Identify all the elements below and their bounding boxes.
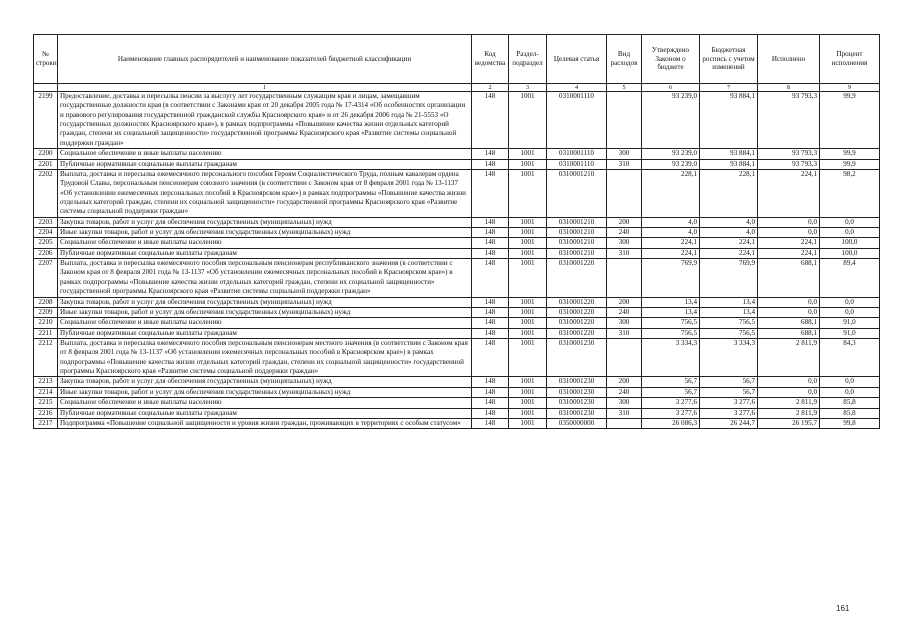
target-article-cell: 0310001220 [547,328,607,338]
expense-type-cell: 300 [607,238,642,248]
target-article-cell: 0310001110 [547,92,607,149]
column-number: 2 [472,84,509,92]
table-row [34,228,880,238]
row-number-cell: 2204 [34,228,58,238]
expense-type-cell [607,169,642,217]
target-article-cell: 0310001230 [547,377,607,387]
header-no: № строки [34,35,58,84]
expense-type-cell: 200 [607,377,642,387]
section-code-cell: 1001 [509,418,547,428]
target-article-cell: 0310001220 [547,297,607,307]
table-row [34,338,880,376]
row-number-cell: 2214 [34,387,58,397]
expense-type-cell: 240 [607,228,642,238]
page-number: 161 [836,604,850,613]
execution-percent-cell: 100,0 [820,238,880,248]
indicator-name-cell: Социальное обеспечение и иные выплаты населению [58,398,472,408]
row-number-cell: 2212 [34,338,58,376]
section-code-cell: 1001 [509,149,547,159]
execution-percent-cell: 99,8 [820,418,880,428]
executed-amount-cell: 0,0 [758,217,820,227]
execution-percent-cell: 85,8 [820,398,880,408]
execution-percent-cell: 84,3 [820,338,880,376]
budget-roster-cell: 3 334,3 [700,338,758,376]
execution-percent-cell: 91,0 [820,328,880,338]
row-number-cell: 2216 [34,408,58,418]
section-code-cell: 1001 [509,169,547,217]
budget-roster-cell: 228,1 [700,169,758,217]
column-number: 7 [700,84,758,92]
department-code-cell: 148 [472,418,509,428]
department-code-cell: 148 [472,338,509,376]
target-article-cell: 0350000000 [547,418,607,428]
execution-percent-cell: 99,9 [820,159,880,169]
target-article-cell: 0310001210 [547,169,607,217]
table-row [34,169,880,217]
section-code-cell: 1001 [509,387,547,397]
department-code-cell: 148 [472,92,509,149]
executed-amount-cell: 2 811,9 [758,408,820,418]
executed-amount-cell: 26 195,7 [758,418,820,428]
section-code-cell: 1001 [509,259,547,297]
table-row [34,377,880,387]
header-row [34,35,880,84]
approved-amount-cell: 93 239,0 [642,92,700,149]
table-row [34,408,880,418]
header-dept: Код ведомства [472,35,509,84]
row-number-cell: 2215 [34,398,58,408]
row-number-cell: 2209 [34,307,58,317]
budget-roster-cell: 224,1 [700,248,758,258]
indicator-name-cell: Предоставление, доставка и пересылка пенсии за выслугу лет государственным служащим края и лицам, замещавшим государственные должности края (в соответствии с Законами края от 20 декабря 2005 года № 17-4314 «Об особенностях организации и правового регулирования государственной гражданской службы Красноярского края» и от 26 декабря 2006 года № 21-5553 «О государственных должностях Красноярского края»), в рамках подпрограммы «Повышение качества жизни отдельных категорий граждан, степени их социальной защищенности» государственной программы Красноярского края «Развитие системы социальной поддержки граждан» [58,92,472,149]
executed-amount-cell: 224,1 [758,238,820,248]
target-article-cell: 0310001210 [547,238,607,248]
target-article-cell: 0310001230 [547,408,607,418]
column-number-row [34,84,880,92]
budget-roster-cell: 56,7 [700,387,758,397]
executed-amount-cell: 688,1 [758,328,820,338]
execution-percent-cell: 0,0 [820,387,880,397]
approved-amount-cell: 3 277,6 [642,398,700,408]
target-article-cell: 0310001210 [547,228,607,238]
target-article-cell: 0310001220 [547,259,607,297]
row-number-cell: 2201 [34,159,58,169]
approved-amount-cell: 3 334,3 [642,338,700,376]
executed-amount-cell: 0,0 [758,228,820,238]
executed-amount-cell: 93 793,3 [758,149,820,159]
column-number: 1 [58,84,472,92]
approved-amount-cell: 756,5 [642,318,700,328]
indicator-name-cell: Выплата, доставка и пересылка ежемесячного пособия персональным пенсионерам местного значения (в соответствии с Законом края от 8 февраля 2001 года № 13-1137 «Об установлении ежемесячных персональных пособий в Красноярском крае») в рамках подпрограммы «Повышение качества жизни отдельных категорий граждан, степени их социальной защищенности» государственной программы Красноярского края «Развитие системы социальной поддержки граждан» [58,338,472,376]
row-number-cell: 2213 [34,377,58,387]
approved-amount-cell: 56,7 [642,377,700,387]
approved-amount-cell: 13,4 [642,297,700,307]
section-code-cell: 1001 [509,297,547,307]
expense-type-cell [607,259,642,297]
budget-roster-cell: 224,1 [700,238,758,248]
execution-percent-cell: 0,0 [820,228,880,238]
header-exptype: Вид расходов [607,35,642,84]
budget-roster-cell: 56,7 [700,377,758,387]
executed-amount-cell: 2 811,9 [758,398,820,408]
executed-amount-cell: 224,1 [758,169,820,217]
header-executed: Исполнено [758,35,820,84]
department-code-cell: 148 [472,307,509,317]
header-target: Целевая статья [547,35,607,84]
execution-percent-cell: 100,0 [820,248,880,258]
approved-amount-cell: 228,1 [642,169,700,217]
execution-percent-cell: 99,9 [820,149,880,159]
section-code-cell: 1001 [509,408,547,418]
budget-roster-cell: 756,5 [700,328,758,338]
budget-roster-cell: 93 884,1 [700,159,758,169]
indicator-name-cell: Иные закупки товаров, работ и услуг для обеспечения государственных (муниципальных) нужд [58,228,472,238]
executed-amount-cell: 0,0 [758,377,820,387]
approved-amount-cell: 56,7 [642,387,700,397]
department-code-cell: 148 [472,169,509,217]
table-row [34,398,880,408]
target-article-cell: 0310001230 [547,398,607,408]
executed-amount-cell: 0,0 [758,297,820,307]
section-code-cell: 1001 [509,338,547,376]
indicator-name-cell: Закупка товаров, работ и услуг для обеспечения государственных (муниципальных) нужд [58,377,472,387]
target-article-cell: 0310001210 [547,217,607,227]
target-article-cell: 0310001110 [547,149,607,159]
approved-amount-cell: 93 239,0 [642,159,700,169]
row-number-cell: 2217 [34,418,58,428]
department-code-cell: 148 [472,149,509,159]
expense-type-cell [607,418,642,428]
table-row [34,307,880,317]
column-number: 9 [820,84,880,92]
executed-amount-cell: 2 811,9 [758,338,820,376]
target-article-cell: 0310001220 [547,307,607,317]
execution-percent-cell: 99,9 [820,92,880,149]
budget-execution-table [33,34,880,429]
approved-amount-cell: 26 086,3 [642,418,700,428]
execution-percent-cell: 85,8 [820,408,880,418]
header-approved: Утверждено Законом о бюджете [642,35,700,84]
target-article-cell: 0310001220 [547,318,607,328]
section-code-cell: 1001 [509,238,547,248]
approved-amount-cell: 4,0 [642,228,700,238]
table-row [34,418,880,428]
executed-amount-cell: 688,1 [758,318,820,328]
indicator-name-cell: Публичные нормативные социальные выплаты гражданам [58,248,472,258]
department-code-cell: 148 [472,387,509,397]
department-code-cell: 148 [472,297,509,307]
execution-percent-cell: 0,0 [820,217,880,227]
header-section: Раздел-подраздел [509,35,547,84]
expense-type-cell: 300 [607,149,642,159]
budget-roster-cell: 4,0 [700,228,758,238]
row-number-cell: 2203 [34,217,58,227]
indicator-name-cell: Публичные нормативные социальные выплаты гражданам [58,328,472,338]
budget-roster-cell: 93 884,1 [700,92,758,149]
table-row [34,387,880,397]
table-row [34,238,880,248]
table-row [34,297,880,307]
approved-amount-cell: 13,4 [642,307,700,317]
budget-roster-cell: 13,4 [700,307,758,317]
indicator-name-cell: Закупка товаров, работ и услуг для обеспечения государственных (муниципальных) нужд [58,297,472,307]
section-code-cell: 1001 [509,328,547,338]
header-percent: Процент исполнения [820,35,880,84]
executed-amount-cell: 93 793,3 [758,159,820,169]
section-code-cell: 1001 [509,377,547,387]
expense-type-cell: 200 [607,217,642,227]
expense-type-cell: 240 [607,307,642,317]
header-name: Наименование главных распорядителей и наименование показателей бюджетной классификации [58,35,472,84]
execution-percent-cell: 0,0 [820,307,880,317]
row-number-cell: 2207 [34,259,58,297]
expense-type-cell: 310 [607,159,642,169]
expense-type-cell: 310 [607,248,642,258]
approved-amount-cell: 756,5 [642,328,700,338]
target-article-cell: 0310001110 [547,159,607,169]
indicator-name-cell: Иные закупки товаров, работ и услуг для обеспечения государственных (муниципальных) нужд [58,307,472,317]
indicator-name-cell: Социальное обеспечение и иные выплаты населению [58,318,472,328]
budget-roster-cell: 3 277,6 [700,398,758,408]
indicator-name-cell: Выплата, доставка и пересылка ежемесячного пособия персональным пенсионерам республиканского значения (в соответствии с Законом края от 8 февраля 2001 года № 13-1137 «Об установлении ежемесячных персональных пособий в Красноярском крае») в рамках подпрограммы «Повышение качества жизни отдельных категорий граждан, степени их социальной защищенности» государственной программы Красноярского края «Развитие системы социальной поддержки граждан» [58,259,472,297]
approved-amount-cell: 224,1 [642,248,700,258]
department-code-cell: 148 [472,217,509,227]
indicator-name-cell: Публичные нормативные социальные выплаты гражданам [58,408,472,418]
approved-amount-cell: 93 239,0 [642,149,700,159]
execution-percent-cell: 98,2 [820,169,880,217]
department-code-cell: 148 [472,377,509,387]
table-row [34,149,880,159]
target-article-cell: 0310001230 [547,387,607,397]
section-code-cell: 1001 [509,228,547,238]
budget-roster-cell: 769,9 [700,259,758,297]
table-row [34,259,880,297]
department-code-cell: 148 [472,159,509,169]
column-number: 3 [509,84,547,92]
expense-type-cell: 310 [607,408,642,418]
row-number-cell: 2206 [34,248,58,258]
department-code-cell: 148 [472,318,509,328]
executed-amount-cell: 0,0 [758,387,820,397]
executed-amount-cell: 224,1 [758,248,820,258]
indicator-name-cell: Иные закупки товаров, работ и услуг для обеспечения государственных (муниципальных) нужд [58,387,472,397]
execution-percent-cell: 91,0 [820,318,880,328]
expense-type-cell: 300 [607,398,642,408]
expense-type-cell: 240 [607,387,642,397]
executed-amount-cell: 93 793,3 [758,92,820,149]
department-code-cell: 148 [472,248,509,258]
column-number: 8 [758,84,820,92]
execution-percent-cell: 89,4 [820,259,880,297]
column-number [34,84,58,92]
indicator-name-cell: Публичные нормативные социальные выплаты гражданам [58,159,472,169]
column-number: 5 [607,84,642,92]
table-row [34,248,880,258]
expense-type-cell: 310 [607,328,642,338]
row-number-cell: 2205 [34,238,58,248]
budget-roster-cell: 13,4 [700,297,758,307]
execution-percent-cell: 0,0 [820,297,880,307]
department-code-cell: 148 [472,259,509,297]
indicator-name-cell: Выплата, доставка и пересылка ежемесячного персонального пособия Героям Социалистического Труда, полным кавалерам ордена Трудовой Славы, персональным пенсионерам союзного значения (в соответствии с Законом края от 8 февраля 2001 года № 13-1137 «Об установлении ежемесячных персональных пособий в Красноярском крае») в рамках подпрограммы «Повышение качества жизни отдельных категорий граждан, степени их социальной защищенности» государственной программы Красноярского края «Развитие системы социальной поддержки граждан» [58,169,472,217]
executed-amount-cell: 688,1 [758,259,820,297]
section-code-cell: 1001 [509,92,547,149]
row-number-cell: 2210 [34,318,58,328]
table-row [34,318,880,328]
target-article-cell: 0310001230 [547,338,607,376]
department-code-cell: 148 [472,238,509,248]
row-number-cell: 2211 [34,328,58,338]
target-article-cell: 0310001210 [547,248,607,258]
column-number: 6 [642,84,700,92]
table-row [34,328,880,338]
indicator-name-cell: Закупка товаров, работ и услуг для обеспечения государственных (муниципальных) нужд [58,217,472,227]
department-code-cell: 148 [472,408,509,418]
expense-type-cell: 300 [607,318,642,328]
budget-roster-cell: 26 244,7 [700,418,758,428]
header-roster: Бюджетная роспись с учетом изменений [700,35,758,84]
department-code-cell: 148 [472,228,509,238]
approved-amount-cell: 769,9 [642,259,700,297]
section-code-cell: 1001 [509,217,547,227]
section-code-cell: 1001 [509,248,547,258]
approved-amount-cell: 3 277,6 [642,408,700,418]
table-body [34,92,880,429]
indicator-name-cell: Социальное обеспечение и иные выплаты населению [58,149,472,159]
executed-amount-cell: 0,0 [758,307,820,317]
indicator-name-cell: Социальное обеспечение и иные выплаты населению [58,238,472,248]
budget-roster-cell: 93 884,1 [700,149,758,159]
expense-type-cell [607,338,642,376]
table-row [34,217,880,227]
row-number-cell: 2202 [34,169,58,217]
approved-amount-cell: 224,1 [642,238,700,248]
approved-amount-cell: 4,0 [642,217,700,227]
expense-type-cell [607,92,642,149]
section-code-cell: 1001 [509,307,547,317]
budget-roster-cell: 4,0 [700,217,758,227]
row-number-cell: 2208 [34,297,58,307]
table-row [34,159,880,169]
indicator-name-cell: Подпрограмма «Повышение социальной защищенности и уровня жизни граждан, проживающих в территориях с особым статусом» [58,418,472,428]
execution-percent-cell: 0,0 [820,377,880,387]
budget-roster-cell: 3 277,6 [700,408,758,418]
expense-type-cell: 200 [607,297,642,307]
section-code-cell: 1001 [509,398,547,408]
department-code-cell: 148 [472,328,509,338]
row-number-cell: 2200 [34,149,58,159]
budget-roster-cell: 756,5 [700,318,758,328]
column-number: 4 [547,84,607,92]
row-number-cell: 2199 [34,92,58,149]
table-row [34,92,880,149]
department-code-cell: 148 [472,398,509,408]
section-code-cell: 1001 [509,159,547,169]
section-code-cell: 1001 [509,318,547,328]
